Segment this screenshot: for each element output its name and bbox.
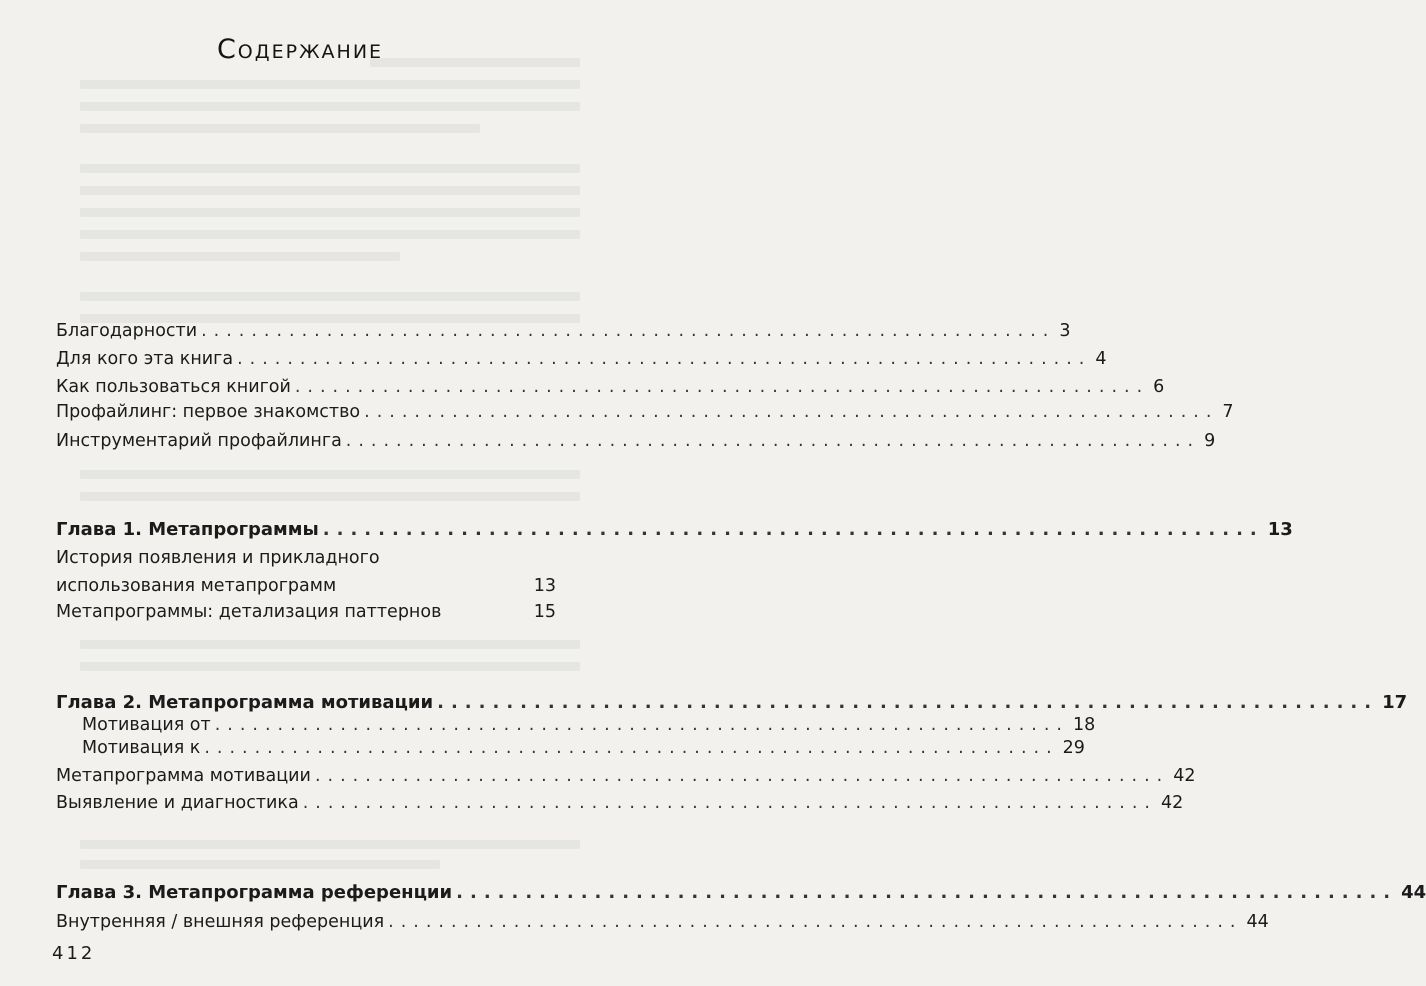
dot-leader: .................................................................... <box>214 715 1069 735</box>
toc-entry-title: Внутренняя / внешняя референция <box>56 912 385 932</box>
bleed-through-line <box>80 208 580 217</box>
toc-chapter-page: 13 <box>1267 519 1293 540</box>
dot-leader: .................................................................... <box>314 766 1170 786</box>
toc-subentry <box>56 737 1085 759</box>
dot-leader: .................................................................... <box>345 431 1201 451</box>
toc-chapter-page: 44 <box>1401 882 1426 903</box>
toc-entry-title: Для кого эта книга <box>56 349 234 369</box>
toc-chapter-entry <box>56 519 1293 541</box>
toc-chapter-entry <box>56 692 1408 714</box>
toc-chapter-title: Глава 2. Метапрограмма мотивации <box>56 692 434 713</box>
bleed-through-line <box>80 492 580 501</box>
toc-entry <box>56 601 556 623</box>
toc-entry-title: Метапрограмма мотивации <box>56 766 311 786</box>
dot-leader: .................................................................... <box>201 321 1056 341</box>
toc-entry-page: 42 <box>1173 766 1196 786</box>
toc-entry <box>56 547 556 569</box>
bleed-through-line <box>80 860 440 869</box>
toc-entry-page: 7 <box>1222 402 1234 422</box>
toc-entry <box>56 765 1196 787</box>
dot-leader: .................................................................... <box>204 738 1059 758</box>
toc-entry <box>56 320 1071 342</box>
toc-entry <box>56 376 1165 398</box>
toc-entry-title: Мотивация к <box>82 738 201 758</box>
dot-leader: .................................................................... <box>237 349 1092 369</box>
toc-entry <box>56 401 1234 423</box>
bleed-through-line <box>80 124 480 133</box>
toc-entry <box>56 575 556 597</box>
toc-entry-page: 4 <box>1095 349 1107 369</box>
toc-entry <box>56 911 1269 933</box>
dot-leader: .................................................................... <box>302 793 1157 813</box>
toc-subentry <box>56 714 1096 736</box>
toc-entry <box>56 348 1107 370</box>
toc-entry-title: История появления и прикладного <box>56 548 380 568</box>
toc-chapter-page: 17 <box>1382 692 1408 713</box>
dot-leader: .................................................................... <box>456 882 1398 903</box>
toc-entry-title: Как пользоваться книгой <box>56 377 291 397</box>
toc-chapter-title: Глава 1. Метапрограммы <box>56 519 319 540</box>
bleed-through-line <box>80 840 580 849</box>
bleed-through-line <box>80 80 580 89</box>
page-title: Содержание <box>216 34 384 65</box>
toc-entry-title: Метапрограммы: детализация паттернов <box>56 602 442 622</box>
bleed-through-line <box>80 662 580 671</box>
toc-entry-page: 42 <box>1161 793 1184 813</box>
bleed-through-line <box>80 252 400 261</box>
dot-leader: .................................................................... <box>322 519 1264 540</box>
bleed-through-line <box>80 640 580 649</box>
bleed-through-line <box>80 470 580 479</box>
toc-entry <box>56 792 1184 814</box>
toc-entry-title: Благодарности <box>56 321 198 341</box>
toc-entry-title: использования метапрограмм <box>56 576 337 596</box>
bleed-through-line <box>80 102 580 111</box>
toc-entry-page: 29 <box>1062 738 1085 758</box>
toc-entry-page: 13 <box>533 576 556 596</box>
dot-leader: .................................................................... <box>294 377 1150 397</box>
toc-chapter-entry <box>56 882 1426 904</box>
toc-entry-page: 15 <box>533 602 556 622</box>
dot-leader: .................................................................... <box>388 912 1243 932</box>
bleed-through-line <box>80 292 580 301</box>
toc-entry-title: Мотивация от <box>82 715 211 735</box>
bleed-through-line <box>80 186 580 195</box>
dot-leader: .................................................................... <box>437 692 1379 713</box>
toc-entry-title: Инструментарий профайлинга <box>56 431 342 451</box>
dot-leader: .................................................................... <box>364 402 1219 422</box>
toc-entry <box>56 430 1216 452</box>
toc-entry-page: 3 <box>1059 321 1071 341</box>
toc-entry-title: Выявление и диагностика <box>56 793 299 813</box>
toc-entry-page: 9 <box>1204 431 1216 451</box>
toc-entry-page: 44 <box>1246 912 1269 932</box>
bleed-through-line <box>80 230 580 239</box>
bleed-through-line <box>80 164 580 173</box>
toc-entry-page: 18 <box>1072 715 1096 735</box>
toc-entry-page: 6 <box>1153 377 1165 397</box>
page-number: 412 <box>52 943 96 964</box>
toc-entry-title: Профайлинг: первое знакомство <box>56 402 361 422</box>
toc-chapter-title: Глава 3. Метапрограмма референции <box>56 882 453 903</box>
